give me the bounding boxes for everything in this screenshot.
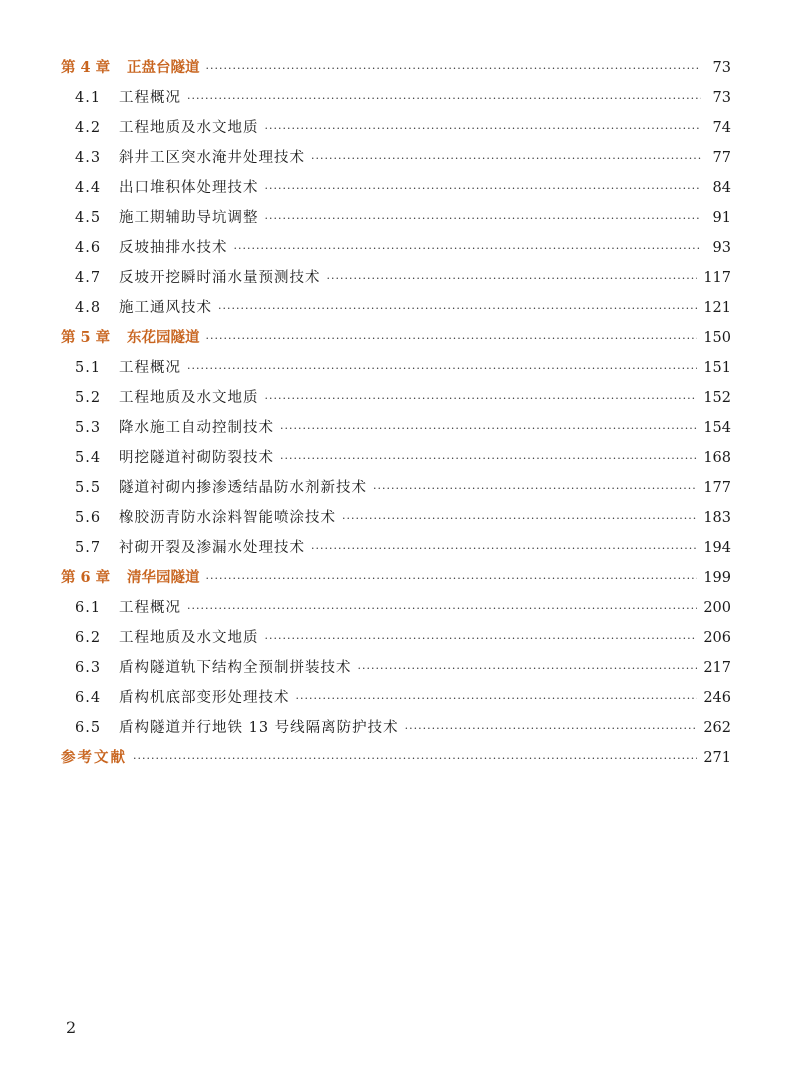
page-ref: 206 bbox=[703, 630, 731, 646]
page-ref: 91 bbox=[712, 210, 731, 226]
toc-references[interactable] bbox=[61, 743, 731, 773]
page-ref: 262 bbox=[703, 720, 731, 736]
section-number: 5.3 bbox=[75, 420, 102, 436]
section-title: 反坡抽排水技术 bbox=[119, 240, 228, 256]
toc-section-5-6[interactable] bbox=[61, 503, 731, 533]
page-ref: 154 bbox=[703, 420, 731, 436]
page-ref: 151 bbox=[703, 360, 731, 376]
section-title: 工程地质及水文地质 bbox=[119, 630, 259, 646]
dot-leader bbox=[133, 744, 697, 774]
chapter-number: 第 5 章 bbox=[61, 329, 111, 346]
dot-leader bbox=[187, 84, 701, 114]
section-title: 斜井工区突水淹井处理技术 bbox=[119, 150, 305, 166]
page-ref: 73 bbox=[712, 90, 731, 106]
toc-section-4-4[interactable] bbox=[61, 173, 731, 203]
page-ref: 271 bbox=[703, 750, 731, 766]
page-ref: 194 bbox=[703, 540, 731, 556]
section-number: 4.1 bbox=[75, 90, 102, 106]
dot-leader bbox=[187, 354, 697, 384]
section-number: 5.7 bbox=[75, 540, 102, 556]
page-ref: 150 bbox=[703, 330, 731, 346]
dot-leader bbox=[280, 444, 697, 474]
table-of-contents bbox=[61, 53, 731, 773]
toc-chapter-5[interactable] bbox=[61, 323, 731, 353]
toc-section-4-2[interactable] bbox=[61, 113, 731, 143]
page-ref: 77 bbox=[712, 150, 731, 166]
page-ref: 183 bbox=[703, 510, 731, 526]
section-number: 5.4 bbox=[75, 450, 102, 466]
dot-leader bbox=[327, 264, 698, 294]
toc-section-6-4[interactable] bbox=[61, 683, 731, 713]
section-title: 降水施工自动控制技术 bbox=[119, 420, 274, 436]
dot-leader bbox=[265, 624, 698, 654]
section-title: 隧道衬砌内掺渗透结晶防水剂新技术 bbox=[119, 480, 367, 496]
dot-leader bbox=[218, 294, 697, 324]
page-number: 2 bbox=[66, 1018, 77, 1037]
dot-leader bbox=[265, 174, 702, 204]
dot-leader bbox=[265, 114, 702, 144]
toc-section-5-7[interactable] bbox=[61, 533, 731, 563]
page-ref: 200 bbox=[703, 600, 731, 616]
toc-section-4-8[interactable] bbox=[61, 293, 731, 323]
section-number: 5.6 bbox=[75, 510, 102, 526]
dot-leader bbox=[234, 234, 702, 264]
section-title: 盾构机底部变形处理技术 bbox=[119, 690, 290, 706]
page-ref: 84 bbox=[712, 180, 731, 196]
dot-leader bbox=[187, 594, 697, 624]
toc-section-5-2[interactable] bbox=[61, 383, 731, 413]
section-number: 5.5 bbox=[75, 480, 102, 496]
section-number: 4.5 bbox=[75, 210, 102, 226]
toc-section-5-5[interactable] bbox=[61, 473, 731, 503]
page-ref: 177 bbox=[703, 480, 731, 496]
page-ref: 74 bbox=[712, 120, 731, 136]
toc-chapter-6[interactable] bbox=[61, 563, 731, 593]
section-number: 5.1 bbox=[75, 360, 102, 376]
chapter-number: 第 4 章 bbox=[61, 59, 111, 76]
dot-leader bbox=[373, 474, 697, 504]
dot-leader bbox=[206, 564, 698, 594]
section-title: 盾构隧道轨下结构全预制拼装技术 bbox=[119, 660, 352, 676]
chapter-number: 第 6 章 bbox=[61, 569, 111, 586]
toc-section-6-5[interactable] bbox=[61, 713, 731, 743]
dot-leader bbox=[358, 654, 698, 684]
section-number: 6.5 bbox=[75, 720, 102, 736]
toc-section-5-1[interactable] bbox=[61, 353, 731, 383]
dot-leader bbox=[296, 684, 698, 714]
section-number: 4.8 bbox=[75, 300, 102, 316]
section-number: 5.2 bbox=[75, 390, 102, 406]
section-number: 4.2 bbox=[75, 120, 102, 136]
section-title: 反坡开挖瞬时涌水量预测技术 bbox=[119, 270, 321, 286]
references-title: 参考文献 bbox=[61, 749, 127, 766]
toc-section-6-2[interactable] bbox=[61, 623, 731, 653]
dot-leader bbox=[342, 504, 697, 534]
toc-chapter-4[interactable] bbox=[61, 53, 731, 83]
page-ref: 117 bbox=[703, 270, 731, 286]
section-title: 盾构隧道并行地铁 13 号线隔离防护技术 bbox=[119, 720, 399, 736]
toc-section-4-1[interactable] bbox=[61, 83, 731, 113]
section-title: 工程概况 bbox=[119, 360, 181, 376]
section-number: 6.3 bbox=[75, 660, 102, 676]
toc-section-4-5[interactable] bbox=[61, 203, 731, 233]
section-number: 4.6 bbox=[75, 240, 102, 256]
section-number: 6.4 bbox=[75, 690, 102, 706]
dot-leader bbox=[311, 144, 701, 174]
dot-leader bbox=[265, 384, 698, 414]
section-title: 衬砌开裂及渗漏水处理技术 bbox=[119, 540, 305, 556]
section-number: 6.2 bbox=[75, 630, 102, 646]
section-title: 工程地质及水文地质 bbox=[119, 390, 259, 406]
section-title: 工程概况 bbox=[119, 600, 181, 616]
page-ref: 93 bbox=[712, 240, 731, 256]
page-ref: 168 bbox=[703, 450, 731, 466]
chapter-title: 正盘台隧道 bbox=[127, 59, 200, 76]
page-ref: 73 bbox=[712, 60, 731, 76]
section-title: 施工期辅助导坑调整 bbox=[119, 210, 259, 226]
chapter-title: 东花园隧道 bbox=[127, 329, 200, 346]
section-number: 4.3 bbox=[75, 150, 102, 166]
page-ref: 152 bbox=[703, 390, 731, 406]
chapter-title: 清华园隧道 bbox=[127, 569, 200, 586]
section-title: 工程地质及水文地质 bbox=[119, 120, 259, 136]
section-number: 6.1 bbox=[75, 600, 102, 616]
page-ref: 199 bbox=[703, 570, 731, 586]
section-title: 明挖隧道衬砌防裂技术 bbox=[119, 450, 274, 466]
dot-leader bbox=[405, 714, 698, 744]
page-ref: 121 bbox=[703, 300, 731, 316]
toc-section-5-4[interactable] bbox=[61, 443, 731, 473]
section-number: 4.4 bbox=[75, 180, 102, 196]
section-title: 出口堆积体处理技术 bbox=[119, 180, 259, 196]
toc-section-5-3[interactable] bbox=[61, 413, 731, 443]
dot-leader bbox=[206, 54, 702, 84]
toc-section-6-1[interactable] bbox=[61, 593, 731, 623]
section-title: 施工通风技术 bbox=[119, 300, 212, 316]
toc-section-4-3[interactable] bbox=[61, 143, 731, 173]
dot-leader bbox=[311, 534, 697, 564]
toc-section-6-3[interactable] bbox=[61, 653, 731, 683]
toc-section-4-6[interactable] bbox=[61, 233, 731, 263]
page-ref: 246 bbox=[703, 690, 731, 706]
section-title: 工程概况 bbox=[119, 90, 181, 106]
dot-leader bbox=[280, 414, 697, 444]
toc-section-4-7[interactable] bbox=[61, 263, 731, 293]
dot-leader bbox=[265, 204, 702, 234]
section-number: 4.7 bbox=[75, 270, 102, 286]
page-ref: 217 bbox=[703, 660, 731, 676]
section-title: 橡胶沥青防水涂料智能喷涂技术 bbox=[119, 510, 336, 526]
dot-leader bbox=[206, 324, 698, 354]
